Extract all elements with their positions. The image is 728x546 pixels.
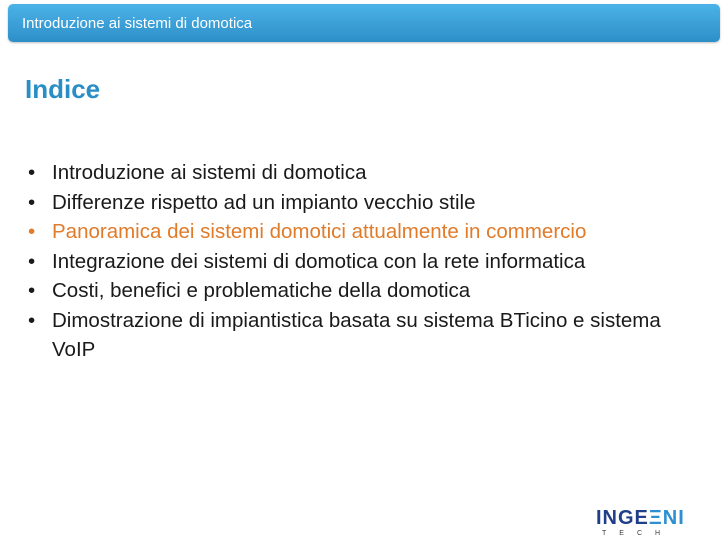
bullet-icon: • <box>28 249 36 273</box>
agenda-item <box>28 306 708 365</box>
agenda-item-active <box>28 217 708 247</box>
logo-wordmark <box>596 508 716 528</box>
bullet-icon: • <box>28 190 36 214</box>
agenda-list <box>28 158 708 365</box>
agenda-item <box>28 276 708 306</box>
slide-title: Indice <box>25 74 101 104</box>
agenda-item <box>28 158 708 188</box>
agenda-item-text: Integrazione dei sistemi di domotica con la rete informatica <box>52 249 586 273</box>
bullet-icon: • <box>28 220 36 243</box>
agenda-item <box>28 188 708 218</box>
agenda-item-text: Differenze rispetto ad un impianto vecchio stile <box>52 190 476 214</box>
logo-wordmark-b: ΞNI <box>648 507 685 529</box>
agenda-item <box>28 247 708 277</box>
ingeoni-tech-logo <box>596 508 716 544</box>
bullet-icon: • <box>28 161 36 184</box>
bullet-icon: • <box>28 279 36 302</box>
agenda-item-text: Introduzione ai sistemi di domotica <box>52 161 367 184</box>
agenda-item-text: Panoramica dei sistemi domotici attualmente in commercio <box>52 220 587 243</box>
agenda-item-text: Costi, benefici e problematiche della domotica <box>52 279 471 302</box>
logo-wordmark-a: INGE <box>596 507 649 529</box>
logo-subtitle: TECH <box>602 530 674 537</box>
header-title: Introduzione ai sistemi di domotica <box>22 15 253 32</box>
header-bar <box>8 4 720 42</box>
agenda-item-text: Dimostrazione di impiantistica basata su sistema BTicino e sistema VoIP <box>52 308 661 361</box>
bullet-icon: • <box>28 308 36 332</box>
